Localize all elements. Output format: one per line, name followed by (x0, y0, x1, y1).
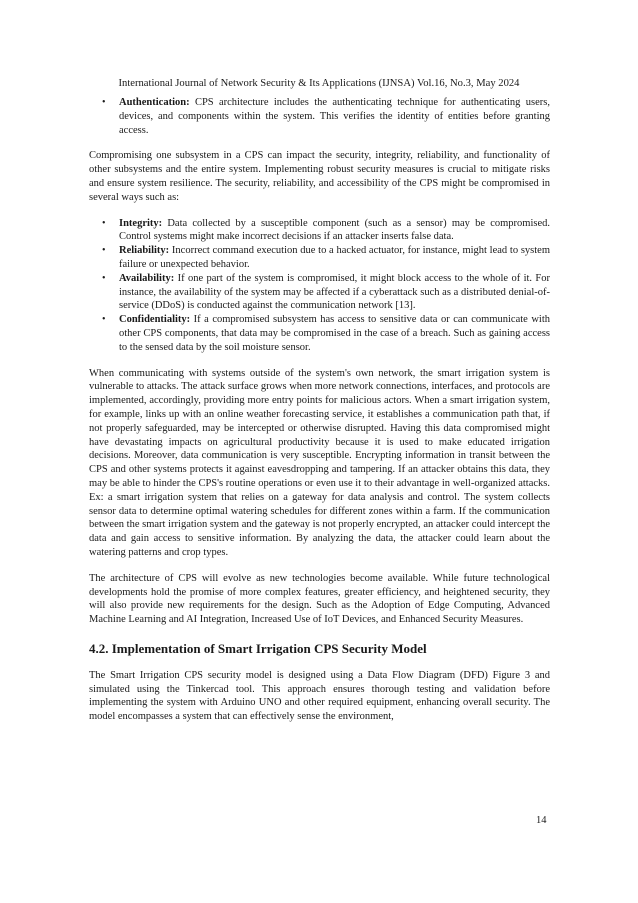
list-item (89, 217, 550, 245)
bullet-text: If a compromised subsystem has access to sensitive data or can communicate with other CPS components, that data may be compromised in the case of a breach. Such as gaining access to the sensed data by the soil moisture sensor. (119, 314, 550, 353)
list-item (89, 313, 550, 354)
bullet-term: Integrity: (119, 217, 163, 229)
bullet-term: Authentication: (119, 97, 190, 108)
bullet-text: Incorrect command execution due to a hacked actuator, for instance, might lead to system failure or unexpected behavior. (119, 245, 550, 270)
bullet-list-security (89, 217, 550, 355)
bullet-icon: • (102, 97, 106, 108)
bullet-icon: • (102, 217, 106, 229)
paragraph: The Smart Irrigation CPS security model is designed using a Data Flow Diagram (DFD) Figure 3 and simulated using the Tinkercad tool. This approach ensures thorough testing and validation before implementing the system with Arduino UNO and other required equipment, enhancing overall security. The model encompasses a system that can effectively sense the environment, (89, 669, 550, 723)
bullet-text: If one part of the system is compromised, it might block access to the whole of it. For instance, the availability of the system may be affected if a cyberattack such as a distributed denial-of-service (DDoS) is conducted against the communication network [13]. (119, 272, 550, 312)
paragraph: When communicating with systems outside of the system's own network, the smart irrigation system is vulnerable to attacks. The attack surface grows when more network connections, interfaces, and protocols are implemented, accordingly, providing more entry points for malicious actors. When a smart irrigation system, for example, links up with an online weather forecasting service, it establishes a communication path that, if not properly safeguarded, may be intercepted or otherwise disrupted. Having this data compromised might have devastating impacts on agricultural productivity because it is used to make educated irrigation decisions. Moreover, data communication is very susceptible. Encrypting information in transit between the CPS and other systems protects it against eavesdropping and tampering. If an attacker obtains this data, they may be able to hinder the CPS's routine operations or even use it to their advantage in well-organized attacks. Ex: a smart irrigation system that relies on a gateway for data analysis and control. The system collects sensor data to determine optimal watering schedules for different zones within a farm. If the communication between the smart irrigation system and the gateway is not properly encrypted, an attacker could intercept the data and gain access to sensitive information. By analyzing the data, the attacker could learn about the watering patterns and crop types. (89, 367, 550, 558)
bullet-term: Availability: (119, 272, 175, 284)
bullet-icon: • (102, 245, 106, 257)
section-heading: 4.2. Implementation of Smart Irrigation CPS Security Model (89, 640, 427, 656)
paragraph: Compromising one subsystem in a CPS can impact the security, integrity, reliability, and functionality of other subsystems and the entire system. Implementing robust security measures is crucial to mitigate risks and ensure system resilience. The security, reliability, and accessibility of the CPS might be compromised in several ways such as: (89, 150, 550, 203)
paragraph: The architecture of CPS will evolve as new technologies become available. While future technological developments hold the promise of more complex features, greater efficiency, and heightened security, they will also provide new requirements for the design. Such as the Adoption of Edge Computing, Advanced Machine Learning and AI Integration, Increased Use of IoT Devices, and Enhanced Security Measures. (89, 572, 550, 626)
bullet-term: Reliability: (119, 245, 170, 257)
list-item (89, 272, 550, 313)
list-item (89, 96, 550, 137)
bullet-icon: • (102, 314, 106, 326)
page-number: 14 (536, 815, 547, 826)
bullet-text: Data collected by a susceptible component (such as a sensor) may be compromised. Control systems might make incorrect decisions if an attacker inserts false data. (119, 217, 550, 243)
bullet-term: Confidentiality: (119, 314, 191, 326)
page-body (89, 96, 550, 736)
journal-header: International Journal of Network Security & Its Applications (IJNSA) Vol.16, No.3, May 2024 (118, 78, 520, 89)
bullet-list-top (89, 96, 550, 137)
bullet-icon: • (102, 272, 106, 284)
bullet-text: CPS architecture includes the authenticating technique for authenticating users, devices, and components within the system. This verifies the identity of entities before granting access. (119, 97, 550, 136)
list-item (89, 244, 550, 272)
